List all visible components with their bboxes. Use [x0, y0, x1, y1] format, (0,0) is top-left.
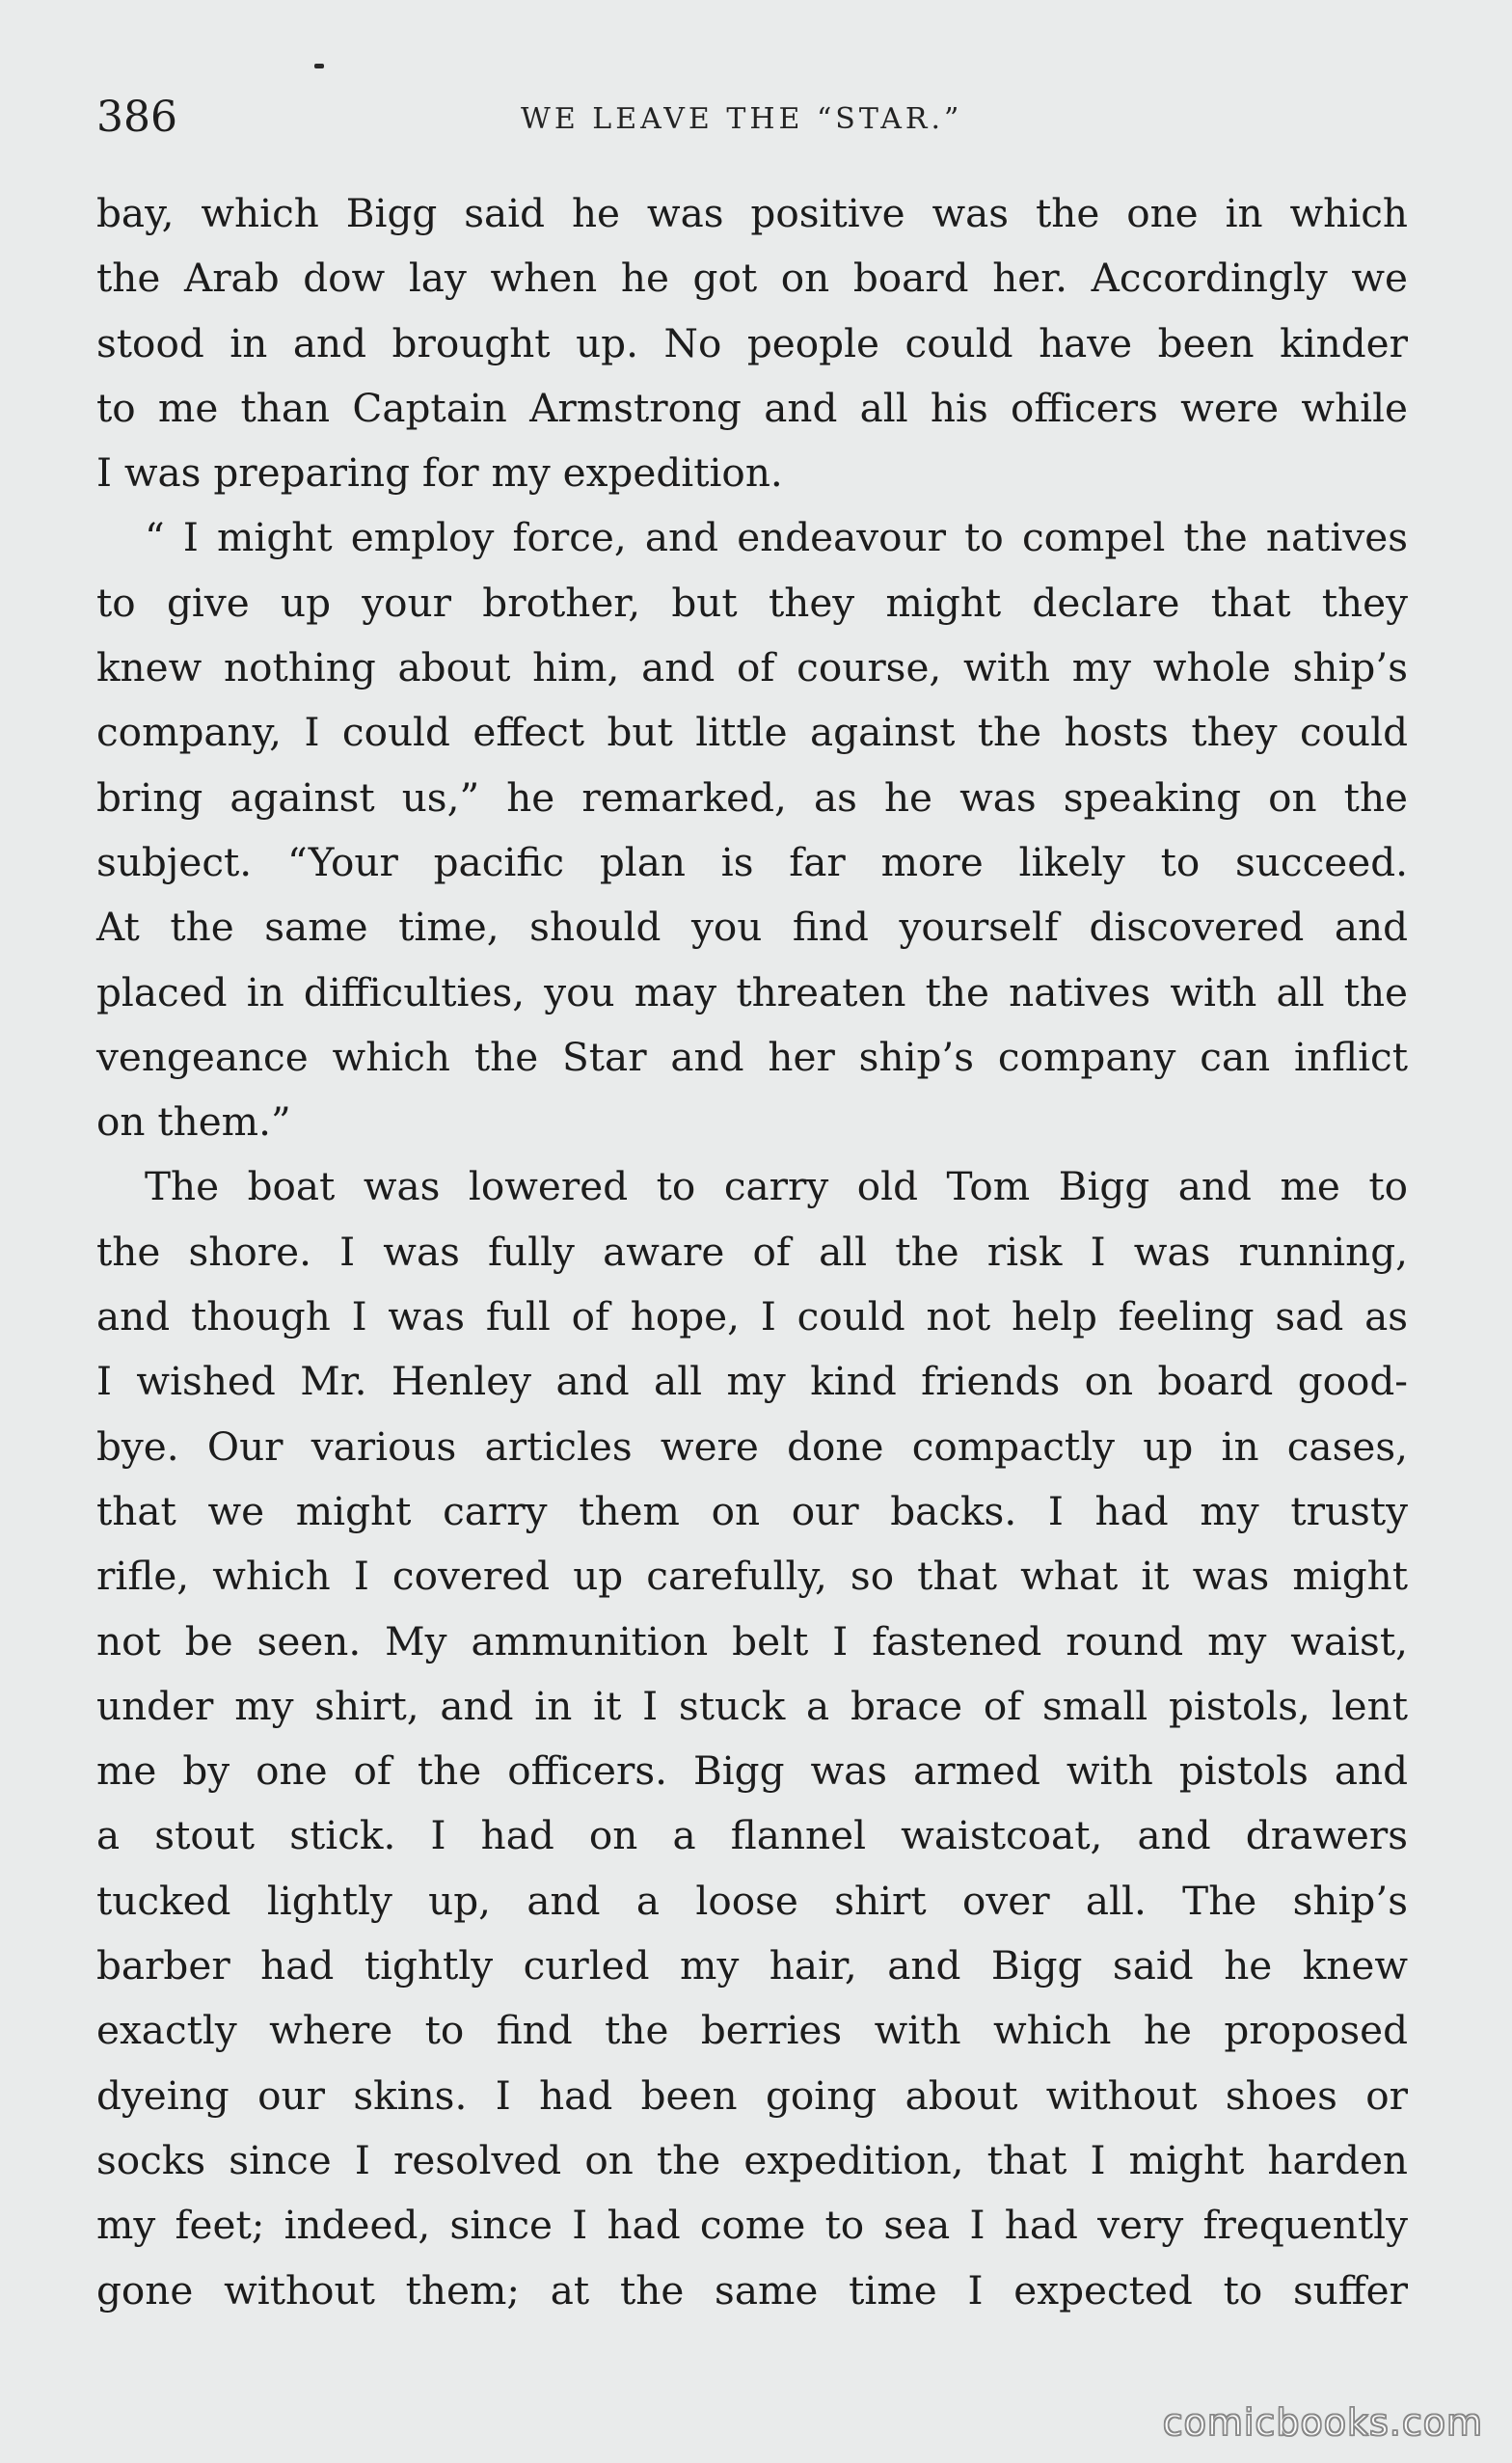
text-line: socks since I resolved on the expedition, that I might harden: [96, 2136, 1408, 2183]
text-line: subject. “Your pacific plan is far more likely to succeed.: [96, 838, 1408, 885]
ink-speck: [314, 64, 324, 68]
text-line: me by one of the officers. Bigg was armed with pistols and: [96, 1747, 1408, 1795]
text-line: a stout stick. I had on a flannel waistcoat, and drawers: [96, 1812, 1408, 1859]
text-line: “ I might employ force, and endeavour to compel the natives: [145, 514, 1408, 561]
text-line: bring against us,” he remarked, as he was speaking on the: [96, 773, 1408, 821]
text-line: under my shirt, and in it I stuck a brace of small pistols, lent: [96, 1682, 1408, 1729]
text-line: vengeance which the Star and her ship’s company can inflict: [96, 1033, 1408, 1080]
text-line: and though I was full of hope, I could not help feeling sad as: [96, 1293, 1408, 1340]
text-line: bay, which Bigg said he was positive was the one in which: [96, 190, 1408, 236]
text-line: I wished Mr. Henley and all my kind friends on board good-: [96, 1358, 1408, 1405]
text-line: At the same time, should you find yourself discovered and: [96, 904, 1408, 951]
text-line: not be seen. My ammunition belt I fastened round my waist,: [96, 1617, 1408, 1665]
text-line: bye. Our various articles were done compactly up in cases,: [96, 1422, 1408, 1470]
text-line: that we might carry them on our backs. I had my trusty: [96, 1487, 1408, 1534]
body-text: [96, 181, 1408, 2323]
text-line: on them.”: [96, 1098, 291, 1146]
text-line: placed in difficulties, you may threaten the natives with all the: [96, 968, 1408, 1015]
text-line: exactly where to find the berries with which he proposed: [96, 2007, 1408, 2054]
running-head: WE LEAVE THE “STAR.”: [521, 102, 963, 136]
text-line: the Arab dow lay when he got on board her. Accordingly we: [96, 255, 1408, 302]
page-number: 386: [96, 93, 177, 142]
text-line: knew nothing about him, and of course, with my whole ship’s: [96, 644, 1408, 691]
text-line: company, I could effect but little against the hosts they could: [96, 709, 1408, 756]
text-line: stood in and brought up. No people could have been kinder: [96, 319, 1408, 366]
text-line: to give up your brother, but they might declare that they: [96, 579, 1408, 626]
watermark: comicbooks.com: [1162, 2401, 1483, 2444]
text-line: to me than Captain Armstrong and all his officers were while: [96, 384, 1408, 431]
text-line: tucked lightly up, and a loose shirt over all. The ship’s: [96, 1877, 1408, 1924]
page-header: [96, 89, 1408, 147]
text-line: rifle, which I covered up carefully, so that what it was might: [96, 1553, 1408, 1600]
text-line: The boat was lowered to carry old Tom Bigg and me to: [145, 1163, 1408, 1210]
text-line: my feet; indeed, since I had come to sea I had very frequently: [96, 2202, 1408, 2249]
text-line: dyeing our skins. I had been going about without shoes or: [96, 2071, 1408, 2119]
text-line: barber had tightly curled my hair, and Bigg said he knew: [96, 1942, 1408, 1989]
text-line: the shore. I was fully aware of all the risk I was running,: [96, 1228, 1408, 1275]
text-line: gone without them; at the same time I expected to suffer: [96, 2266, 1408, 2314]
text-line: I was preparing for my expedition.: [96, 449, 783, 497]
